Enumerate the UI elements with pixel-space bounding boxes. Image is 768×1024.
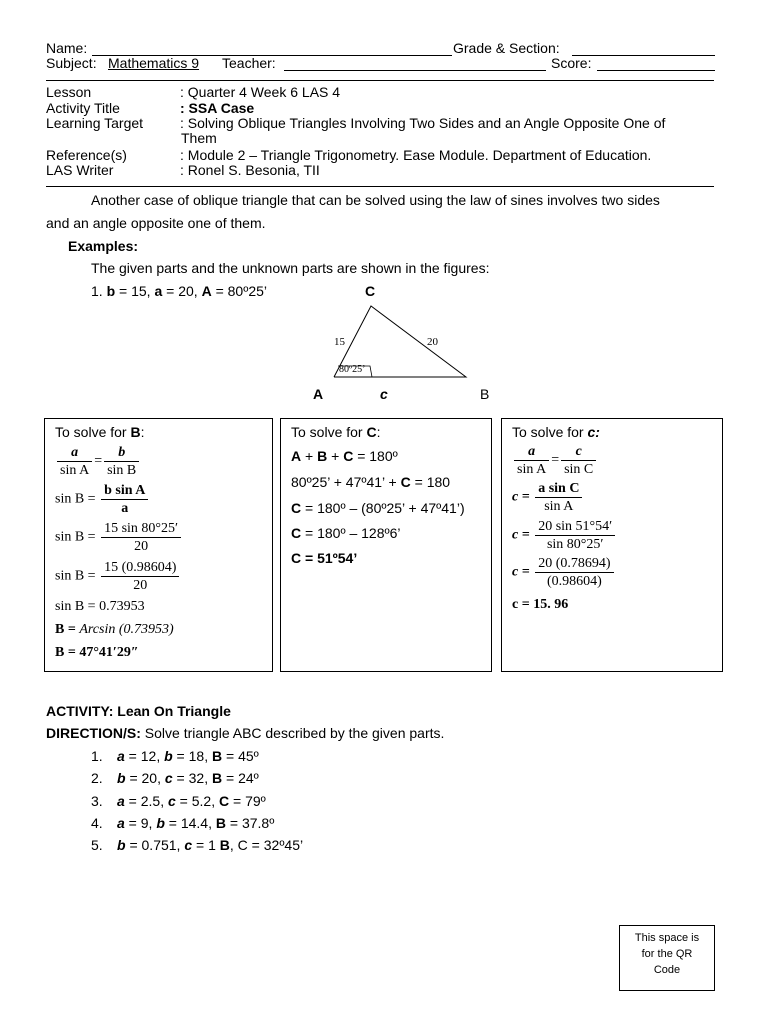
intro-paragraph-line2: and an angle opposite one of them. <box>46 215 266 231</box>
grade-section-field[interactable] <box>572 55 715 56</box>
activity-title-value: : SSA Case <box>180 100 255 116</box>
las-writer-label: LAS Writer <box>46 162 114 178</box>
header-divider <box>46 80 714 81</box>
name-label: Name: <box>46 40 88 56</box>
angle-sum-substitution: 80º25’ + 47º41’ + C = 180 <box>291 474 451 490</box>
references-label: Reference(s) <box>46 147 127 163</box>
angle-sum-equation: A + B + C = 180º <box>291 448 398 464</box>
angle-label: 80º25’ <box>339 364 366 375</box>
solve-for-side-c-box <box>501 418 723 672</box>
activity-item-1: 1. a = 12, b = 18, B = 45º <box>91 748 259 764</box>
solve-for-b-title: To solve for B: <box>55 424 145 440</box>
vertex-label-a: A <box>313 386 324 402</box>
activity-item-3: 3. a = 2.5, c = 5.2, C = 79º <box>91 793 266 809</box>
subject-label: Subject: <box>46 55 97 71</box>
qr-note-line2: for the QR <box>641 948 693 960</box>
activity-item-4: 4. a = 9, b = 14.4, B = 37.8º <box>91 815 275 831</box>
b-result: B = 47°41′29″ <box>55 645 139 660</box>
score-field[interactable] <box>597 70 715 71</box>
activity-title: ACTIVITY: Lean On Triangle <box>46 703 231 719</box>
grade-section-label: Grade & Section: <box>453 40 560 56</box>
side-label-c: c <box>380 386 388 402</box>
learning-target-value: : Solving Oblique Triangles Involving Two Sides and an Angle Opposite One of <box>180 115 666 131</box>
angle-c-result: C = 51º54’ <box>291 550 358 566</box>
lesson-label: Lesson <box>46 84 92 100</box>
solve-for-c-angle-box <box>280 418 492 672</box>
triangle-figure <box>320 300 480 385</box>
sin-b-evaluation: sin B = $\frac{15 (0.98604)}{20}$ <box>55 559 181 594</box>
b-arcsin: B = Arcsin (0.73953) <box>55 622 174 637</box>
teacher-label: Teacher: <box>222 55 276 71</box>
vertex-label-c: C <box>365 283 376 299</box>
activity-title-label: Activity Title <box>46 100 120 116</box>
solve-for-c-angle-title: To solve for C: <box>291 424 381 440</box>
subject-value: Mathematics 9 <box>108 55 200 71</box>
info-divider <box>46 186 714 187</box>
activity-item-2: 2. b = 20, c = 32, B = 24º <box>91 770 259 786</box>
sin-b-value: sin B = 0.73953 <box>55 599 145 614</box>
activity-item-5: 5. b = 0.751, c = 1 B, C = 32º45’ <box>91 837 304 853</box>
solve-for-side-c-title: To solve for c: <box>512 424 600 440</box>
qr-code-placeholder <box>619 925 715 991</box>
side-c-substitution: c = $\frac{20 \sin 51^\circ 54'}{\sin 80^\circ 25'}$ <box>512 518 617 553</box>
learning-target-label: Learning Target <box>46 115 144 131</box>
direction-line: DIRECTION/S: Solve triangle ABC described by the given parts. <box>46 725 445 741</box>
angle-c-isolated: C = 180º – (80º25’ + 47º41’) <box>291 500 465 516</box>
vertex-label-b: B <box>480 386 490 402</box>
sin-b-substitution: sin B = $\frac{15 \sin 80^\circ 25'}{20}$ <box>55 520 183 555</box>
side-c-result: c = 15. 96 <box>512 597 569 612</box>
side-label-20: 20 <box>427 336 438 348</box>
side-c-formula: c = $\frac{\text{a sin C}}{\text{sin A}}$ <box>512 480 584 515</box>
teacher-field[interactable] <box>284 70 546 71</box>
side-c-evaluation: c = $\frac{20 (0.78694)}{(0.98604)}$ <box>512 555 616 590</box>
sin-b-formula: sin B = $\frac{\text{b sin A}}{a}$ <box>55 482 150 517</box>
law-of-sines-b: $\frac{a}{\text{sin A}}$ = $\frac{b}{\text{sin B}}$ <box>55 444 141 479</box>
examples-heading: Examples: <box>68 238 139 254</box>
intro-paragraph-line1: Another case of oblique triangle that can be solved using the law of sines involves two sides <box>91 192 660 208</box>
qr-note-line1: This space is <box>634 932 700 944</box>
angle-c-simplified: C = 180º – 128º6’ <box>291 525 401 541</box>
example-1-given: 1. b = 15, a = 20, A = 80º25’ <box>91 283 268 299</box>
qr-note-line3: Code <box>653 964 681 976</box>
references-value: : Module 2 – Triangle Trigonometry. Ease Module. Department of Education. <box>180 147 652 163</box>
learning-target-value-cont: Them <box>181 130 217 146</box>
solve-for-b-box <box>44 418 273 672</box>
las-writer-value: : Ronel S. Besonia, TII <box>180 162 320 178</box>
lesson-value: : Quarter 4 Week 6 LAS 4 <box>180 84 341 100</box>
side-label-15: 15 <box>334 336 345 348</box>
given-parts-text: The given parts and the unknown parts are shown in the figures: <box>91 260 490 276</box>
law-of-sines-c: $\frac{a}{\text{sin A}}$ = $\frac{c}{\text{sin C}}$ <box>512 443 598 478</box>
score-label: Score: <box>551 55 592 71</box>
